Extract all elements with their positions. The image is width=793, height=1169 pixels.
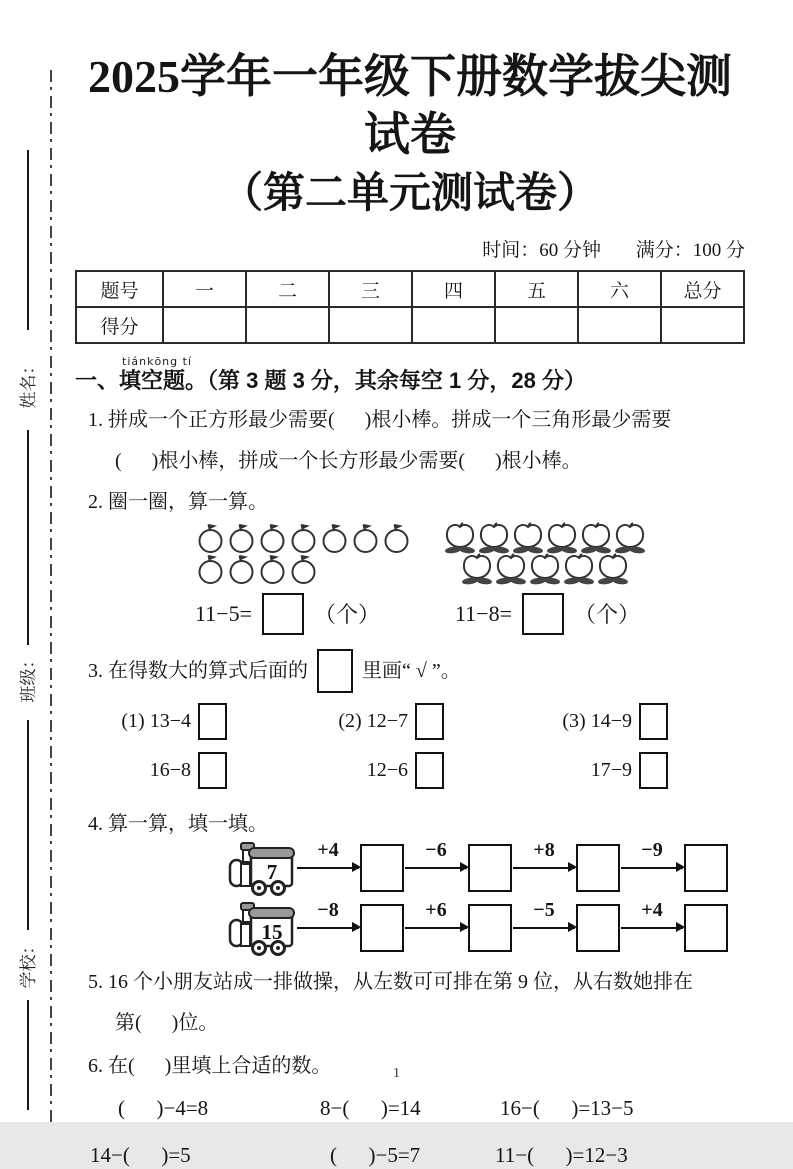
q3-column-3: (3) 14−9 17−9 bbox=[444, 703, 668, 789]
fill-equation: 14−( )=5 bbox=[90, 1142, 191, 1167]
col-5: 五 bbox=[495, 271, 578, 307]
peach-rows bbox=[443, 522, 647, 584]
score-table bbox=[75, 270, 745, 344]
page-number: 1 bbox=[393, 1066, 400, 1081]
apple-icon[interactable] bbox=[257, 522, 288, 553]
apple-icon[interactable] bbox=[381, 522, 412, 553]
fill-equation: 16−( )=13−5 bbox=[500, 1095, 634, 1120]
score-cell[interactable] bbox=[495, 307, 578, 343]
name-blank-line[interactable] bbox=[27, 150, 29, 330]
score-label: 得分 bbox=[76, 307, 163, 343]
operation-label: −6 bbox=[425, 838, 447, 861]
apple-equation-line bbox=[195, 593, 412, 635]
score-table-score-row bbox=[76, 307, 744, 343]
pinyin-annotation: tiánkōng tí bbox=[122, 355, 193, 369]
score-cell[interactable] bbox=[661, 307, 744, 343]
question-2-label: 2. 圈一圈，算一算。 bbox=[88, 490, 268, 513]
check-box[interactable] bbox=[415, 752, 444, 789]
apple-group bbox=[195, 522, 412, 635]
score-cell[interactable] bbox=[578, 307, 661, 343]
apple-icon[interactable] bbox=[195, 553, 226, 584]
school-field-label: 学校： bbox=[19, 937, 38, 989]
apple-icon[interactable] bbox=[226, 553, 257, 584]
operation-label: +4 bbox=[641, 898, 663, 921]
question-5-line-2: 第( )位。 bbox=[115, 1011, 219, 1034]
name-field-label: 姓名： bbox=[19, 357, 38, 409]
fill-equation: 11−( )=12−3 bbox=[495, 1142, 628, 1167]
operation-arrow bbox=[404, 898, 468, 950]
col-1: 一 bbox=[163, 271, 246, 307]
arrow-icon bbox=[297, 867, 359, 870]
arrow-icon bbox=[621, 927, 683, 930]
question-5-line-1: 5. 16 个小朋友站成一排做操，从左数可可排在第 9 位，从右数她排在 bbox=[88, 970, 693, 993]
answer-box[interactable] bbox=[522, 593, 564, 635]
fill-equation: ( )−5=7 bbox=[330, 1142, 421, 1167]
score-cell[interactable] bbox=[412, 307, 495, 343]
operation-label: −9 bbox=[641, 838, 663, 861]
apple-icon[interactable] bbox=[288, 522, 319, 553]
paper-content bbox=[75, 48, 745, 1169]
col-3: 三 bbox=[329, 271, 412, 307]
question-6-label: 6. 在( )里填上合适的数。 bbox=[88, 1054, 332, 1077]
arrow-icon bbox=[621, 867, 683, 870]
exam-meta bbox=[75, 235, 745, 262]
operation-label: +4 bbox=[317, 838, 339, 861]
peach-equation-line bbox=[455, 593, 647, 635]
apple-icon[interactable] bbox=[226, 522, 257, 553]
apple-icon[interactable] bbox=[288, 553, 319, 584]
apple-icon[interactable] bbox=[257, 553, 288, 584]
question-1-line-1: 1. 拼成一个正方形最少需要( )根小棒。拼成一个三角形最少需要 bbox=[88, 408, 672, 431]
time-limit: 时间：60 分钟 bbox=[482, 240, 601, 262]
check-box[interactable] bbox=[415, 703, 444, 740]
peach-row bbox=[443, 522, 647, 553]
arrow-icon bbox=[405, 927, 467, 930]
equation-text: 11−8= bbox=[455, 600, 512, 626]
q3-column-2: (2) 12−7 12−6 bbox=[227, 703, 444, 789]
question-number-label: 题号 bbox=[76, 271, 163, 307]
peach-icon[interactable] bbox=[562, 553, 596, 585]
check-box[interactable] bbox=[639, 752, 668, 789]
margin-blank-line[interactable] bbox=[27, 1000, 29, 1110]
check-box[interactable] bbox=[198, 752, 227, 789]
answer-box[interactable] bbox=[684, 844, 728, 892]
peach-icon[interactable] bbox=[545, 522, 579, 554]
question-3-label: 3. 在得数大的算式后面的 里画“ √ ”。 bbox=[75, 649, 745, 693]
answer-box[interactable] bbox=[468, 904, 512, 952]
score-cell[interactable] bbox=[163, 307, 246, 343]
operation-arrow bbox=[512, 838, 576, 890]
operation-arrow bbox=[620, 898, 684, 950]
number-chain-2 bbox=[75, 899, 745, 957]
check-box[interactable] bbox=[639, 703, 668, 740]
apple-row bbox=[195, 522, 412, 553]
train-icon bbox=[228, 839, 296, 897]
arrow-icon bbox=[297, 927, 359, 930]
col-6: 六 bbox=[578, 271, 661, 307]
col-2: 二 bbox=[246, 271, 329, 307]
fill-equation: ( )−4=8 bbox=[118, 1095, 209, 1120]
peach-icon[interactable] bbox=[579, 522, 613, 554]
peach-icon[interactable] bbox=[596, 553, 630, 585]
answer-box[interactable] bbox=[317, 649, 353, 693]
answer-box[interactable] bbox=[262, 593, 304, 635]
number-chain-1 bbox=[75, 839, 745, 897]
question-3-grid bbox=[75, 703, 745, 789]
apple-icon[interactable] bbox=[319, 522, 350, 553]
question-6-equations bbox=[75, 1092, 745, 1169]
peach-icon[interactable] bbox=[511, 522, 545, 554]
answer-box[interactable] bbox=[360, 844, 404, 892]
operation-arrow bbox=[404, 838, 468, 890]
apple-rows bbox=[195, 522, 412, 584]
equation-text: 11−5= bbox=[195, 600, 252, 626]
fill-equation: 8−( )=14 bbox=[320, 1095, 421, 1120]
question-4-label: 4. 算一算，填一填。 bbox=[88, 812, 268, 835]
answer-box[interactable] bbox=[576, 904, 620, 952]
question-2-fruit-groups bbox=[75, 522, 745, 635]
peach-icon[interactable] bbox=[494, 553, 528, 585]
answer-box[interactable] bbox=[684, 904, 728, 952]
operation-label: +8 bbox=[533, 838, 555, 861]
score-cell[interactable] bbox=[329, 307, 412, 343]
operation-arrow bbox=[296, 838, 360, 890]
peach-icon[interactable] bbox=[443, 522, 477, 554]
answer-box[interactable] bbox=[576, 844, 620, 892]
col-total: 总分 bbox=[661, 271, 744, 307]
apple-icon[interactable] bbox=[350, 522, 381, 553]
unit-text: （个） bbox=[314, 602, 381, 628]
score-cell[interactable] bbox=[246, 307, 329, 343]
operation-label: +6 bbox=[425, 898, 447, 921]
peach-icon[interactable] bbox=[477, 522, 511, 554]
arrow-icon bbox=[405, 867, 467, 870]
peach-icon[interactable] bbox=[613, 522, 647, 554]
operation-arrow bbox=[512, 898, 576, 950]
svg-text:15: 15 bbox=[261, 919, 283, 944]
class-field-label: 班级： bbox=[19, 651, 38, 703]
section-1-heading: tiánkōng tí 一、填空题。（第 3 题 3 分，其余每空 1 分，28 分） bbox=[75, 355, 586, 394]
arrow-icon bbox=[513, 927, 575, 930]
train-icon bbox=[228, 899, 296, 957]
svg-text:7: 7 bbox=[266, 859, 278, 884]
seal-fold-line bbox=[50, 70, 52, 1122]
page-title: 2025学年一年级下册数学拔尖测试卷 bbox=[88, 51, 732, 160]
apple-row bbox=[195, 553, 412, 584]
school-blank-line[interactable] bbox=[27, 720, 29, 930]
page-subtitle: （第二单元测试卷） bbox=[220, 171, 599, 217]
question-1-line-2: ( )根小棒，拼成一个长方形最少需要( )根小棒。 bbox=[115, 449, 582, 472]
peach-group bbox=[443, 522, 647, 635]
full-score: 满分：100 分 bbox=[635, 240, 745, 262]
answer-box[interactable] bbox=[360, 904, 404, 952]
class-blank-line[interactable] bbox=[27, 430, 29, 645]
score-table-header-row bbox=[76, 271, 744, 307]
peach-icon[interactable] bbox=[460, 553, 494, 585]
unit-text: （个） bbox=[574, 602, 641, 628]
peach-row bbox=[460, 553, 647, 584]
operation-label: −5 bbox=[533, 898, 555, 921]
operation-arrow bbox=[296, 898, 360, 950]
arrow-icon bbox=[513, 867, 575, 870]
peach-icon[interactable] bbox=[528, 553, 562, 585]
apple-icon[interactable] bbox=[195, 522, 226, 553]
operation-arrow bbox=[620, 838, 684, 890]
operation-label: −8 bbox=[317, 898, 339, 921]
col-4: 四 bbox=[412, 271, 495, 307]
answer-box[interactable] bbox=[468, 844, 512, 892]
q3-column-1: (1) 13−4 16−8 bbox=[75, 703, 227, 789]
check-box[interactable] bbox=[198, 703, 227, 740]
